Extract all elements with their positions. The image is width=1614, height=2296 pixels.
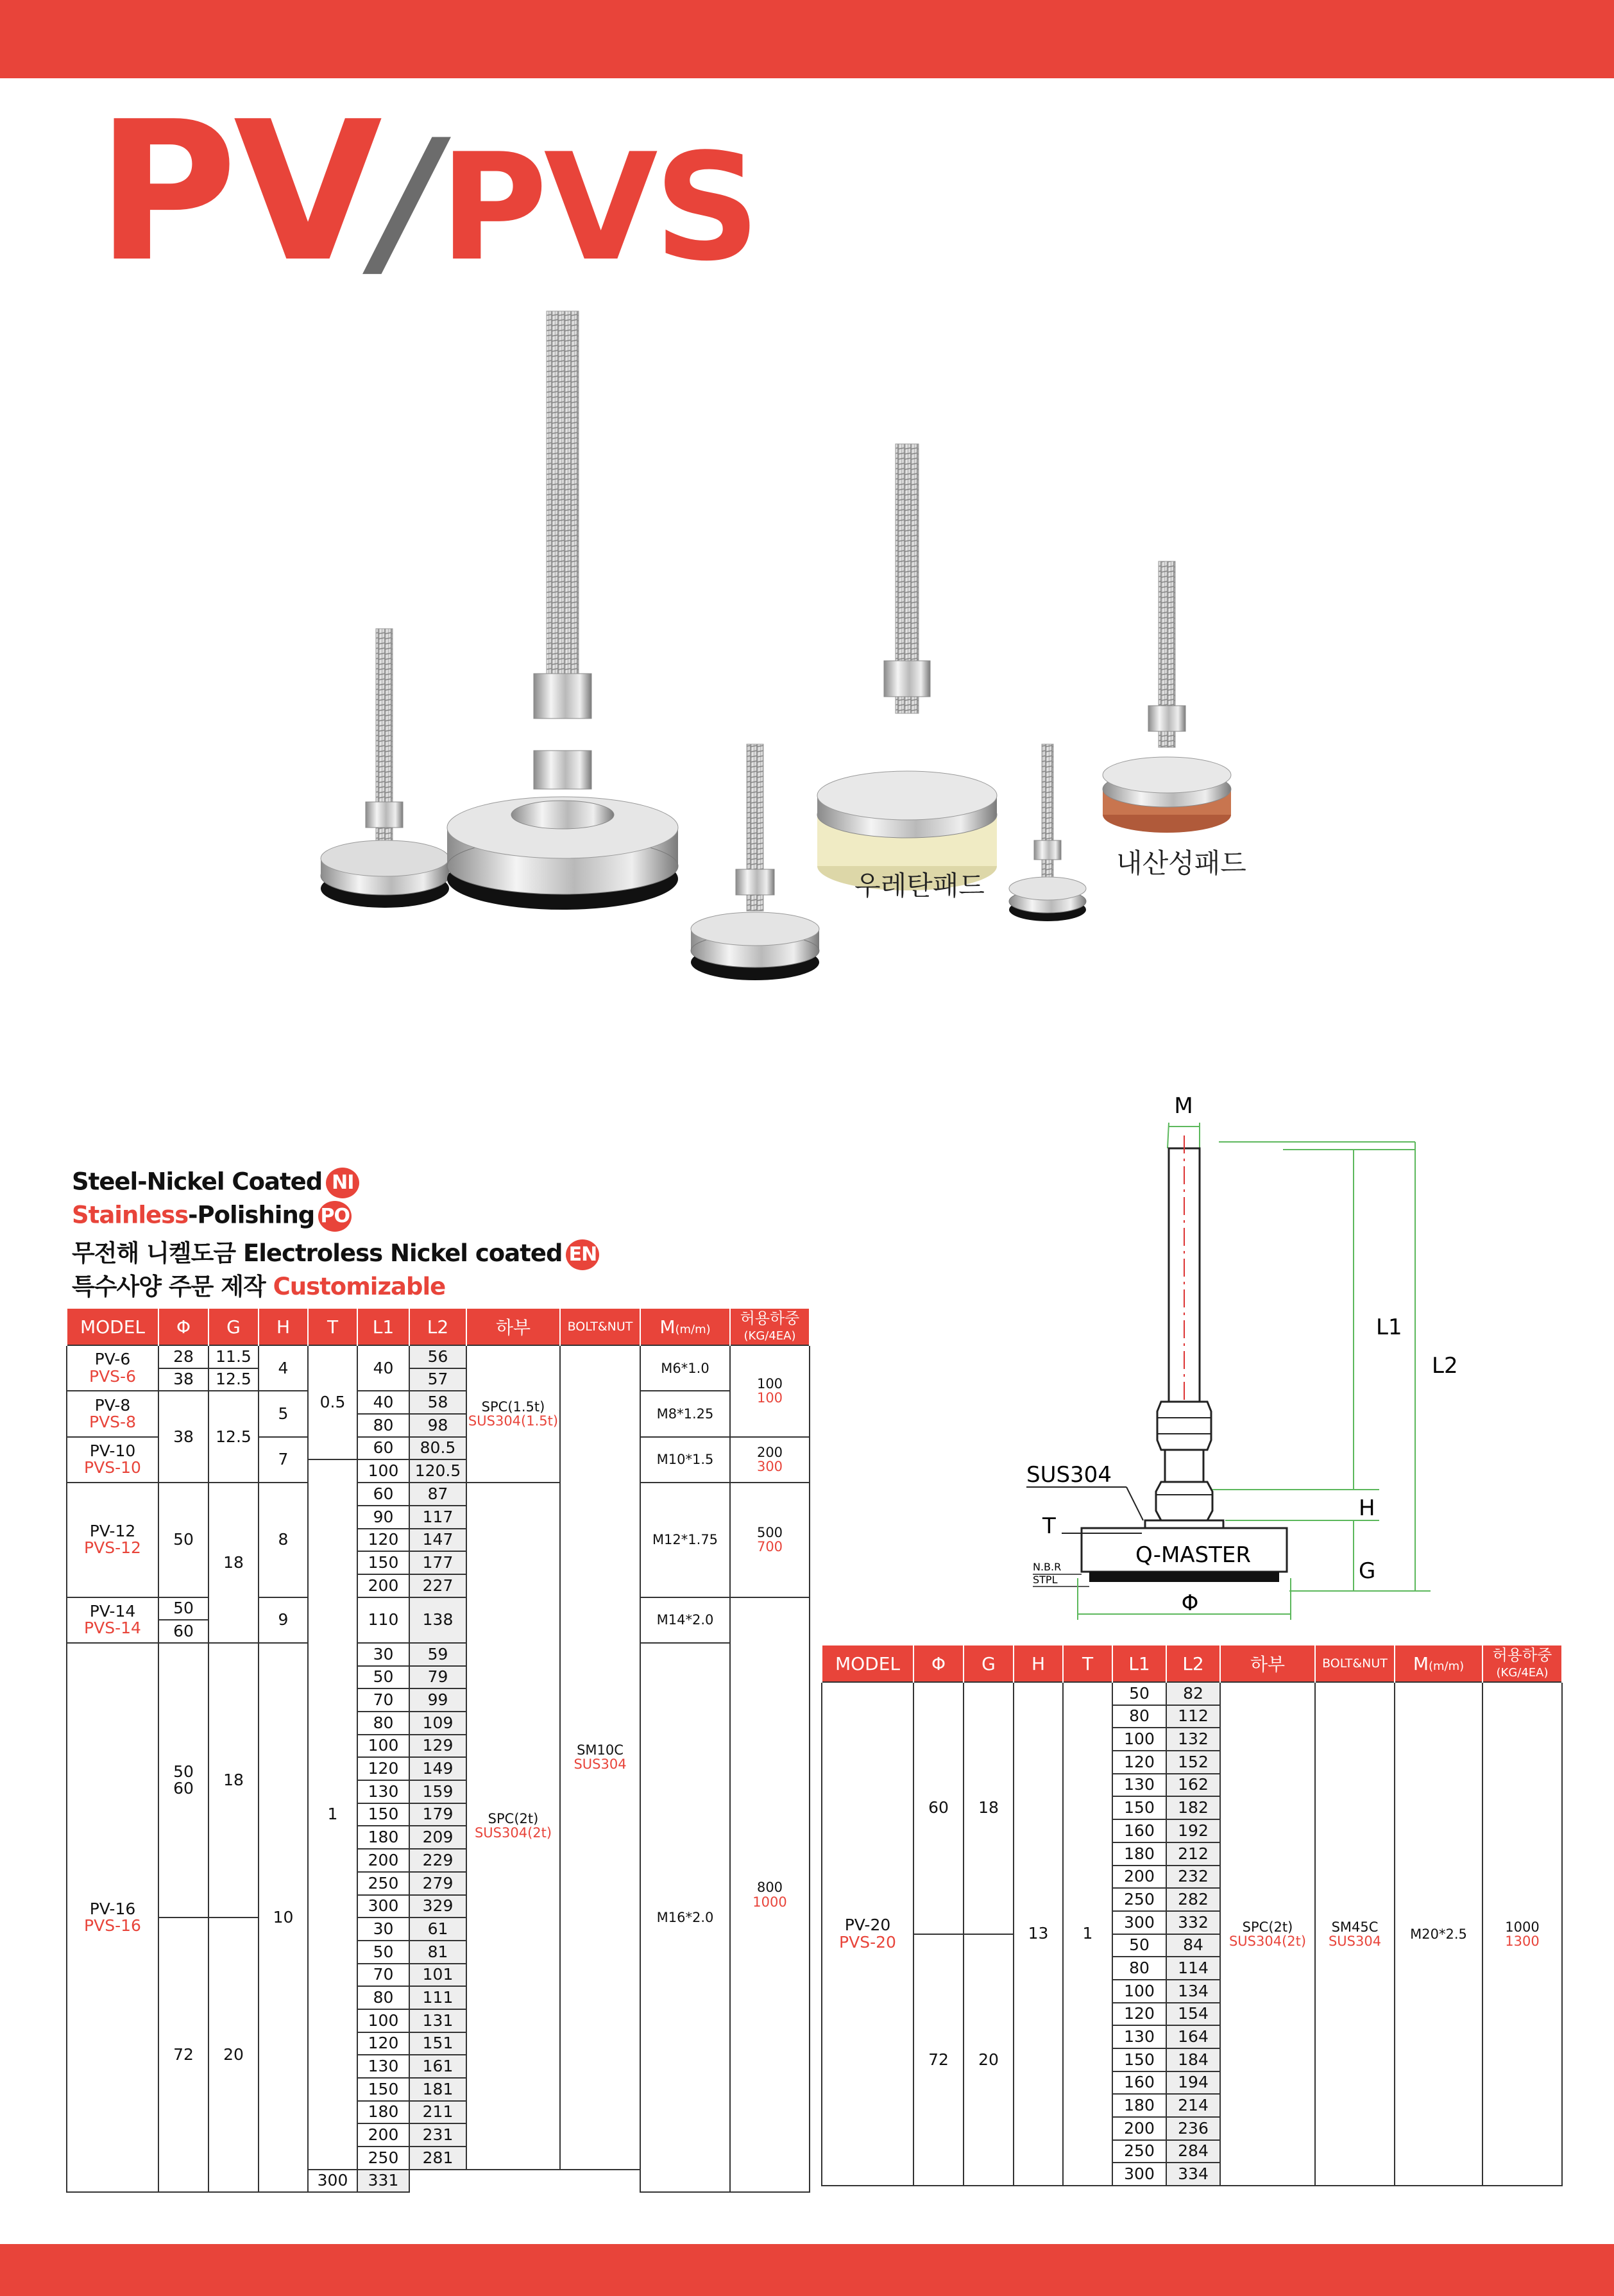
table-cell: SM45C SUS304	[1315, 1682, 1395, 2186]
table-cell: 18	[208, 1483, 259, 1643]
spec-table-pv6-pv16	[66, 1309, 810, 2193]
table-cell: 120	[357, 1757, 409, 1780]
nbr-label: N.B.R	[1033, 1561, 1062, 1573]
table-cell: 329	[409, 1895, 466, 1918]
table-cell: 284	[1166, 2140, 1220, 2163]
table-cell: 12.5	[208, 1368, 259, 1391]
table-cell: 20	[964, 1934, 1014, 2186]
table-cell: 250	[1112, 2140, 1166, 2163]
table-cell: 250	[357, 2147, 409, 2170]
table-cell: 7	[259, 1437, 308, 1483]
page-title	[96, 80, 757, 304]
table-cell: 5	[259, 1391, 308, 1436]
table-cell: 82	[1166, 1682, 1220, 1705]
bottom-band	[0, 2244, 1614, 2296]
table-cell: 98	[409, 1414, 466, 1437]
table-cell: 18	[208, 1643, 259, 1918]
table-cell: 100	[357, 1735, 409, 1758]
base-cell: SPC(1.5t) SUS304(1.5t)	[466, 1345, 560, 1483]
table-cell: 58	[409, 1391, 466, 1414]
table-cell: 177	[409, 1551, 466, 1574]
table-cell: 132	[1166, 1728, 1220, 1751]
table-cell: 250	[357, 1872, 409, 1895]
col-m: M(m/m)	[640, 1309, 730, 1345]
table-cell: M20*2.5	[1395, 1682, 1482, 2186]
table-cell: M6*1.0	[640, 1345, 730, 1391]
table-cell: 120	[1112, 1751, 1166, 1774]
table-cell: 180	[1112, 1842, 1166, 1866]
table-cell: 50	[1112, 1682, 1166, 1705]
top-band	[0, 0, 1614, 78]
table-cell: 0.5	[308, 1345, 357, 1459]
table-cell: 114	[1166, 1957, 1220, 1980]
table-cell: 152	[1166, 1751, 1220, 1774]
table-cell: 334	[1166, 2163, 1220, 2186]
table-cell: 150	[1112, 2048, 1166, 2071]
table-cell: 300	[1112, 2163, 1166, 2186]
table-cell: M12*1.75	[640, 1483, 730, 1597]
dim-t-label: T	[1042, 1513, 1056, 1539]
bolt-cell: SM10C SUS304	[560, 1345, 640, 2170]
table-cell: 236	[1166, 2117, 1220, 2140]
table-cell: 192	[1166, 1819, 1220, 1842]
table-cell: 231	[409, 2123, 466, 2147]
table-cell: 150	[357, 2078, 409, 2101]
table-cell: 120	[357, 2032, 409, 2055]
stpl-label: STPL	[1033, 1574, 1058, 1586]
table-cell: 101	[409, 1964, 466, 1987]
table-cell: 100	[357, 1459, 409, 1483]
table-cell: 12.5	[208, 1391, 259, 1483]
col-g: G	[208, 1309, 259, 1345]
table-cell: 300	[1112, 1911, 1166, 1934]
table-cell: 331	[357, 2170, 409, 2193]
table-cell: 151	[409, 2032, 466, 2055]
load-cell: 500 700	[730, 1483, 810, 1597]
table-cell: 281	[409, 2147, 466, 2170]
table-cell: 130	[1112, 2025, 1166, 2048]
col-load: 허용하중 (KG/4EA)	[730, 1309, 810, 1345]
table-cell: 131	[409, 2009, 466, 2032]
table-cell: 180	[357, 1826, 409, 1849]
table-cell: 8	[259, 1483, 308, 1597]
table-cell: 162	[1166, 1774, 1220, 1797]
table-row	[67, 1345, 810, 1368]
table-cell: 154	[1166, 2003, 1220, 2026]
table-cell: 80	[357, 1712, 409, 1735]
table-cell: 160	[1112, 2071, 1166, 2095]
urethane-pad-label: 우레탄패드	[854, 870, 985, 901]
table-cell: 160	[1112, 1819, 1166, 1842]
table-cell: 60	[357, 1483, 409, 1506]
table-cell: 232	[1166, 1866, 1220, 1889]
spec-table-pv20	[821, 1645, 1563, 2186]
load-cell: 100 100	[730, 1345, 810, 1437]
table-cell: 150	[357, 1551, 409, 1574]
leveling-foot-1	[321, 629, 449, 908]
table-cell: 211	[409, 2101, 466, 2124]
table-cell: 150	[357, 1803, 409, 1826]
table-cell: 100	[357, 2009, 409, 2032]
table-row	[67, 1483, 810, 1506]
table-cell: 332	[1166, 1911, 1220, 1934]
table-cell: 50	[357, 1941, 409, 1964]
col-l1: L1	[357, 1309, 409, 1345]
table-cell: 194	[1166, 2071, 1220, 2095]
base-cell: SPC(2t) SUS304(2t)	[466, 1483, 560, 2170]
table-cell: 57	[409, 1368, 466, 1391]
coating-po: Stainless-Polishing PO	[72, 1201, 352, 1232]
coating-en: 무전해 니켈도금 Electroless Nickel coated EN	[72, 1234, 599, 1270]
table-cell: 81	[409, 1941, 466, 1964]
table-cell: 120.5	[409, 1459, 466, 1483]
table-cell: 159	[409, 1780, 466, 1803]
table-row	[67, 1643, 810, 1666]
table-cell: 110	[357, 1597, 409, 1643]
table-cell: 40	[357, 1391, 409, 1414]
table-cell: 30	[357, 1643, 409, 1666]
table-cell: 180	[1112, 2094, 1166, 2117]
table-cell: 10	[259, 1643, 308, 2193]
table-cell: 30	[357, 1918, 409, 1941]
table-cell: 4	[259, 1345, 308, 1391]
dim-phi-label: Φ	[1181, 1590, 1199, 1616]
table-cell: 80	[1112, 1957, 1166, 1980]
table-cell: 60	[913, 1682, 964, 1934]
table-cell: 161	[409, 2055, 466, 2078]
table-cell: 279	[409, 1872, 466, 1895]
load-cell: 200 300	[730, 1437, 810, 1483]
col-t: T	[308, 1309, 357, 1345]
leveling-foot-6	[1103, 561, 1231, 833]
table-cell: 80	[357, 1414, 409, 1437]
table-cell: 147	[409, 1529, 466, 1552]
col-base: 하부	[466, 1309, 560, 1345]
table-cell: 99	[409, 1688, 466, 1712]
table-cell: 80	[357, 1986, 409, 2009]
table-cell: 100	[1112, 1728, 1166, 1751]
table-cell: 80.5	[409, 1437, 466, 1460]
table-cell: 120	[357, 1529, 409, 1552]
model-cell: PV-16 PVS-16	[67, 1643, 158, 2193]
table-cell: 70	[357, 1688, 409, 1712]
col-h: H	[259, 1309, 308, 1345]
table-cell: 227	[409, 1574, 466, 1597]
col-bolt: BOLT&NUT	[560, 1309, 640, 1345]
leveling-foot-4	[817, 444, 997, 890]
table-cell: 80	[1112, 1705, 1166, 1728]
table-cell: 200	[357, 2123, 409, 2147]
table-cell: 130	[357, 2055, 409, 2078]
table-cell: 214	[1166, 2094, 1220, 2117]
model-cell: PV-12 PVS-12	[67, 1483, 158, 1597]
table-cell: 60	[158, 1620, 208, 1643]
table-cell: 200	[357, 1574, 409, 1597]
table-cell: 179	[409, 1803, 466, 1826]
table-cell: 150	[1112, 1796, 1166, 1819]
table-cell: 79	[409, 1666, 466, 1689]
table-cell: 200	[357, 1849, 409, 1872]
table-cell: 209	[409, 1826, 466, 1849]
table-cell: 130	[357, 1780, 409, 1803]
title-pv: PV	[96, 80, 379, 304]
table-cell: 120	[1112, 2003, 1166, 2026]
table-cell: 11.5	[208, 1345, 259, 1368]
dim-l1-label: L1	[1376, 1314, 1402, 1340]
en-badge: EN	[566, 1239, 599, 1270]
dim-l2-label: L2	[1432, 1353, 1458, 1379]
table-cell: 134	[1166, 1980, 1220, 2003]
table-cell: 56	[409, 1345, 466, 1368]
brand-label: Q-MASTER	[1135, 1542, 1252, 1568]
table-cell: 87	[409, 1483, 466, 1506]
coating-custom: 특수사양 주문 제작 Customizable	[72, 1273, 446, 1300]
table-cell: 200	[1112, 1866, 1166, 1889]
table-cell: 40	[357, 1345, 409, 1391]
table-cell: 129	[409, 1735, 466, 1758]
col-phi: Φ	[158, 1309, 208, 1345]
table-cell: 50	[357, 1666, 409, 1689]
leveling-foot-3	[691, 744, 819, 980]
table-cell: 300	[357, 1895, 409, 1918]
table-row	[67, 1391, 810, 1414]
table-cell: 50	[1112, 1934, 1166, 1957]
table-cell: 50 60	[158, 1643, 208, 1918]
model-cell: PV-6 PVS-6	[67, 1345, 158, 1391]
table-cell: 109	[409, 1712, 466, 1735]
model-cell: PV-10 PVS-10	[67, 1437, 158, 1483]
load-cell: 800 1000	[730, 1597, 810, 2193]
table-cell: 130	[1112, 1774, 1166, 1797]
table-cell: M14*2.0	[640, 1597, 730, 1643]
table-cell: 72	[913, 1934, 964, 2186]
table-cell: 100	[1112, 1980, 1166, 2003]
table-cell: 18	[964, 1682, 1014, 1934]
table-cell: 117	[409, 1506, 466, 1529]
table-cell: 300	[308, 2170, 357, 2193]
table-cell: 38	[158, 1368, 208, 1391]
table-cell: 50	[158, 1483, 208, 1597]
dim-g-label: G	[1359, 1558, 1376, 1584]
acid-pad-label: 내산성패드	[1116, 847, 1246, 879]
table-cell: 212	[1166, 1842, 1220, 1866]
table-cell: 282	[1166, 1888, 1220, 1911]
table-cell: 70	[357, 1964, 409, 1987]
table-cell: 9	[259, 1597, 308, 1643]
leveling-foot-5	[1009, 744, 1086, 921]
product-photo	[308, 302, 1296, 982]
table-cell: 149	[409, 1757, 466, 1780]
leveling-foot-2	[447, 311, 678, 910]
table-cell: SPC(2t) SUS304(2t)	[1220, 1682, 1315, 2186]
table-cell: 72	[158, 1918, 208, 2192]
table-cell: 50	[158, 1597, 208, 1620]
model-cell: PV-14 PVS-14	[67, 1597, 158, 1643]
col-model: MODEL	[67, 1309, 158, 1345]
table-cell: 182	[1166, 1796, 1220, 1819]
sus304-label: SUS304	[1026, 1462, 1112, 1488]
table-cell: M16*2.0	[640, 1643, 730, 2193]
model-cell: PV-20 PVS-20	[822, 1682, 913, 2186]
table-cell: 28	[158, 1345, 208, 1368]
table-cell: 59	[409, 1643, 466, 1666]
table-cell: 1	[1063, 1682, 1112, 2186]
dimension-diagram	[1007, 1084, 1501, 1636]
table-cell: 111	[409, 1986, 466, 2009]
table-cell: 84	[1166, 1934, 1220, 1957]
table-cell: 13	[1014, 1682, 1063, 2186]
table-cell: 1	[308, 1459, 357, 2169]
table-header-row: MODEL Φ G H T L1 L2 하부 BOLT&NUT M(m/m) 허용하중 (KG/4EA)	[822, 1645, 1562, 1682]
table-cell: M8*1.25	[640, 1391, 730, 1436]
dim-h-label: H	[1359, 1495, 1375, 1521]
model-cell: PV-8 PVS-8	[67, 1391, 158, 1436]
table-cell: 112	[1166, 1705, 1220, 1728]
table-cell: 200	[1112, 2117, 1166, 2140]
col-l2: L2	[409, 1309, 466, 1345]
table-header-row	[67, 1309, 810, 1345]
table-cell: 90	[357, 1506, 409, 1529]
table-cell: 60	[357, 1437, 409, 1460]
table-cell: 61	[409, 1918, 466, 1941]
table-cell: 229	[409, 1849, 466, 1872]
table-cell: 138	[409, 1597, 466, 1643]
po-badge: PO	[318, 1201, 352, 1232]
table-cell: 20	[208, 1918, 259, 2192]
table-cell: M10*1.5	[640, 1437, 730, 1483]
ni-badge: NI	[326, 1168, 359, 1198]
table-cell: 180	[357, 2101, 409, 2124]
table-cell: 181	[409, 2078, 466, 2101]
table-row	[822, 1682, 1562, 1705]
table-cell: 184	[1166, 2048, 1220, 2071]
dim-m-label: M	[1174, 1093, 1193, 1119]
title-pvs: PVS	[439, 123, 757, 294]
table-cell: 164	[1166, 2025, 1220, 2048]
table-row	[67, 1597, 810, 1620]
table-cell: 1000 1300	[1482, 1682, 1562, 2186]
title-slash: /	[378, 105, 440, 298]
table-cell: 250	[1112, 1888, 1166, 1911]
coating-ni: Steel-Nickel Coated NI	[72, 1168, 359, 1198]
table-cell: 38	[158, 1391, 208, 1483]
